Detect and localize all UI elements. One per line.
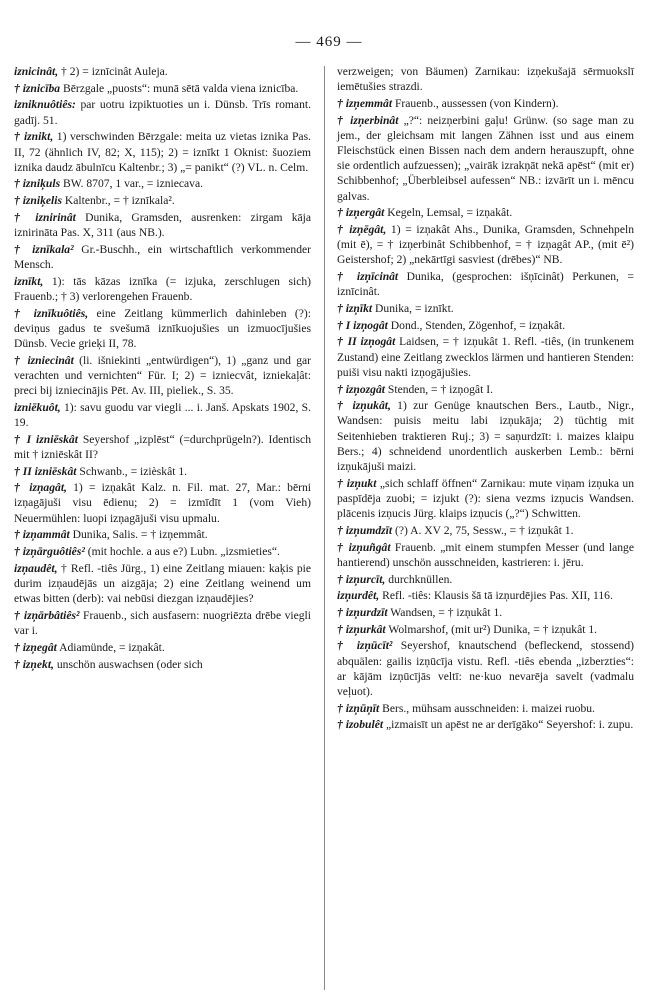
dictionary-entry: [337, 96, 634, 111]
dictionary-entry: [14, 176, 311, 191]
entry-headword: † izņergât: [337, 206, 385, 220]
entry-headword: † izņuñgât: [337, 540, 391, 554]
dictionary-entry: [337, 638, 634, 699]
entry-text: „izmaisīt un apēst ne ar derīgāko“ Seyershof: i. zupu.: [383, 718, 634, 732]
dictionary-entry: [14, 561, 311, 607]
entry-text: (li. išniekinti „entwürdigen“), 1) „ganz und gar verachten und vernichten“ Für. I; 2) = izniecvât, izniekaļât: preci bij izniecinājis Pēt. Av. III, pieliek., S. 35.: [14, 353, 312, 398]
entry-text: Frauenb., aussessen (von Kindern).: [392, 96, 559, 110]
entry-text: Seyershof „izplēst“ (=durchprügeln?). Identisch mit † izniēskât II?: [14, 432, 311, 461]
dictionary-entry: [337, 717, 634, 732]
dictionary-entry: [337, 701, 634, 716]
entry-text: Stenden, = † izņogât I.: [385, 382, 493, 396]
dictionary-entry: [14, 193, 311, 208]
entry-headword: † izņurcīt,: [337, 572, 386, 586]
entry-headword: † izņozgât: [337, 382, 385, 396]
dictionary-entry: [14, 640, 311, 655]
page-number: — 469 —: [295, 34, 363, 50]
dictionary-entry: [14, 480, 311, 526]
entry-headword: † II izņogât: [337, 335, 396, 349]
entry-text: † 2) = iznīcinât Auleja.: [58, 65, 168, 78]
entry-text: „?“: neizņerbini gaļu! Grünw. (so sage man zu jem., der gleichsam mit langen Zähnen isst und aus einem Fleischstück einen Bissen nach dem andern herauszupft, ohne sie ordentlich aufzuessen); „vairāk izrakņāt nekā apēst“ (mit er) Schibbenhof; „Überbleibsel aufessen“ NB.: izvārīt un i. mēncu galvas.: [337, 113, 634, 203]
entry-headword: † iznīkuôtiês,: [14, 306, 89, 320]
entry-text: Dunika, Salis. = † izņemmât.: [69, 528, 208, 542]
entry-text: Wolmarshof, (mit ur²) Dunika, = † izņukât 1.: [385, 622, 598, 636]
entry-headword: † I izniēskât: [14, 432, 78, 446]
entry-headword: † iznikt,: [14, 130, 54, 144]
dictionary-entry: [337, 64, 634, 94]
entry-text: 1) zur Genüge knautschen Bers., Lautb., Nigr., Wandsen: puisis meitu labi izņukāja; 2) tüchtig mit Seitenhieben traktieren Ruj.; 3) = saņurdzīt: i. maizes klaipu Bers.; 4) schneidend unordentlich auskerben Lemb.: bērni izņukājuši maizi.: [337, 399, 634, 474]
entry-headword: izniknuôtiês:: [14, 98, 76, 112]
entry-text: Wandsen, = † izņukât 1.: [387, 605, 503, 619]
dictionary-entry: [337, 269, 634, 299]
entry-text: Dunika, = iznīkt.: [372, 302, 454, 316]
dictionary-entry: [337, 572, 634, 587]
entry-headword: † izņēgât,: [337, 223, 387, 237]
entry-headword: † izniķelis: [14, 194, 62, 208]
entry-headword: † izņūņīt: [337, 701, 380, 715]
entry-headword: † izobulêt: [337, 718, 384, 732]
entry-headword: † izņekt,: [14, 657, 54, 671]
entry-headword: † iznicība: [14, 81, 61, 95]
left-column: [14, 64, 311, 673]
entry-headword: izniēkuôt,: [14, 400, 61, 414]
entry-headword: † izņammât: [14, 528, 70, 542]
dictionary-entry: [14, 129, 311, 175]
entry-headword: † izņukât,: [337, 399, 391, 413]
dictionary-entry: [14, 544, 311, 559]
entry-headword: iznicinât,: [14, 65, 59, 78]
entry-headword: † izņūcīt²: [337, 639, 393, 653]
dictionary-entry: [337, 301, 634, 316]
entry-headword: † izņemmât: [337, 96, 393, 110]
entry-headword: † izņumdzīt: [337, 523, 393, 537]
entry-text: 1) = izņakât Kalz. n. Fil. mat. 27, Mar.: bērni izņagājuši visu ēdienu; 2) = izmīdīt 1 (vom Vieh) Neuermühlen: luopi izņagājuši visu upmalu.: [14, 481, 311, 525]
entry-text: Frauenb., sich ausfasern: nuogriēzta drēbe viegli var i.: [14, 608, 311, 638]
entry-headword: † izņagât,: [14, 481, 67, 495]
entry-headword: † izņurkât: [337, 622, 386, 636]
entry-text: Dond., Stenden, Zögenhof, = izņakât.: [387, 318, 566, 332]
entry-text: Schwanb., = izièskât 1.: [76, 464, 188, 478]
entry-text: Dunika, Gramsden, ausrenken: zirgam kāja iznirināta Pas. X, 311 (aus NB.).: [14, 210, 311, 240]
dictionary-entry: [14, 210, 311, 240]
entry-text: Refl. -tiês: Klausis šā tā izņurdējies Pas. XII, 116.: [379, 589, 613, 603]
entry-headword: † izniķuls: [14, 177, 61, 191]
entry-headword: † izņīcinât: [337, 270, 399, 284]
entry-headword: iznīkt,: [14, 274, 44, 288]
right-column: [337, 64, 634, 734]
entry-text: eine Zeitlang kümmerlich dahinleben (?): deviņus gadus te svešumā iznīkuojušies un izmuocījušies Dünsb. Vecie grieķi II, 78.: [14, 306, 311, 350]
dictionary-entry: [337, 540, 634, 570]
dictionary-entry: [14, 274, 311, 304]
entry-text: 1) verschwinden Bērzgale: meita uz vietas iznika Pas. II, 72 (ähnlich IV, 82; X, 115); 2) = iznīkt 1 Oknist: šuoziem iznika daudz ābulnīcu Kaltenbr.; 3) „= panikt“ (?) VL. n. Celm.: [14, 130, 311, 174]
entry-text: 1): savu guodu var viegli ... i. Janš. Apskats 1902, S. 19.: [14, 400, 311, 429]
dictionary-entry: [14, 464, 311, 479]
entry-headword: † izņegât: [14, 640, 57, 654]
dictionary-entry: [337, 382, 634, 397]
column-divider: [324, 66, 325, 990]
entry-text: Kaltenbr., = † iznīkala².: [62, 194, 175, 208]
entry-text: „sich schlaff öffnen“ Zarnikau: mute viņam izņuka un paspīdēja zuobi; = izjukt (?): siena vezms izņucis Wandsen. plācenis izņucis Jürg. klaips izņucis („?“) Schwitten.: [337, 476, 634, 521]
entry-headword: † iznirinât: [14, 210, 76, 224]
dictionary-entry: [14, 306, 311, 352]
entry-text: BW. 8707, 1 var., = izniecava.: [60, 177, 204, 191]
dictionary-entry: [337, 113, 634, 204]
dictionary-entry: [337, 622, 634, 637]
entry-headword: † II izniēskât: [14, 464, 77, 478]
entry-headword: izņurdêt,: [337, 589, 380, 603]
entry-text: unschön auswachsen (oder sich: [53, 657, 203, 671]
dictionary-entry: [14, 353, 311, 399]
entry-text: (mit hochle. a aus e?) Lubn. „izsmieties“.: [84, 545, 280, 559]
dictionary-entry: [337, 398, 634, 474]
entry-headword: † izniecinât: [14, 353, 74, 367]
entry-text: 1): tās kāzas iznīka (= izjuka, zerschlugen sich) Frauenb.; † 3) verlorengehen Frauenb.: [14, 274, 311, 303]
dictionary-entry: [337, 222, 634, 268]
entry-text: Frauenb. „mit einem stumpfen Messer (und lange hantierend) unschön ausschneiden, kastrieren: i. jēru.: [337, 540, 634, 569]
dictionary-entry: [14, 608, 311, 638]
entry-text: (?) A. XV 2, 75, Sessw., = † izņukât 1.: [392, 523, 574, 537]
entry-headword: † izņīkt: [337, 302, 373, 316]
dictionary-entry: [14, 97, 311, 127]
entry-headword: † izņukt: [337, 476, 377, 490]
entry-text: Seyershof, knautschend (befleckend, stossend) abquälen: gailis izņūcīja vistu. Refl. -tiês ebenda „izberzties“: ar kājām izņūcījās veltī: ne·kuo nevarēja savelt (vadmalu veļuot).: [337, 639, 635, 698]
dictionary-entry: [14, 657, 311, 672]
dictionary-entry: [337, 523, 634, 538]
entry-text: † Refl. -tiês Jürg., 1) eine Zeitlang miauen: kaķis pie durim izņaudējās un aizgāja; 2) eine Zeitlang weinend um etwas bitten (derb): vai nebūsi diezgan izņaudējies?: [14, 561, 311, 606]
entry-text: Bērzgale „puosts“: munā sētā valda viena iznicība.: [60, 81, 299, 95]
dictionary-entry: [14, 64, 311, 79]
dictionary-entry: [14, 432, 311, 462]
entry-headword: † iznīkala²: [14, 242, 74, 256]
entry-text: Kegeln, Lemsal, = izņakât.: [384, 206, 513, 220]
entry-headword: izņaudêt,: [14, 561, 58, 575]
entry-text: Laidsen, = † izņukât 1. Refl. -tiês, (in trunkenem Zustand) eine Zeitlang zwecklos lärmen und hantieren Stenden: puiši visu nakti izņogājušies.: [337, 335, 634, 379]
entry-headword: † izņārbâtiês²: [14, 608, 80, 622]
entry-text: 1) = izņakât Ahs., Dunika, Gramsden, Schnehpeln (mit ē), = † izņerbinât Schibbenhof, = † izņagât AP., (mit ē²) Geistershof; 2) „nekārtīgi sasviest (drēbes)“ NB.: [337, 223, 634, 267]
entry-headword: † I izņogât: [337, 318, 388, 332]
dictionary-entry: [337, 205, 634, 220]
dictionary-entry: [337, 334, 634, 380]
entry-text: durchknüllen.: [385, 572, 453, 586]
entry-headword: † izņerbinât: [337, 113, 399, 127]
entry-text: Adiamünde, = izņakât.: [56, 640, 165, 654]
entry-headword: † izņārguôtiês²: [14, 545, 85, 559]
entry-text: Dunika, (gesprochen: išņīcinât) Perkunen, = iznīcinât.: [337, 270, 635, 299]
dictionary-entry: [14, 242, 311, 272]
dictionary-entry: [337, 476, 634, 522]
entry-text: verzweigen; von Bäumen) Zarnikau: izņekušajā sērmuokslī iemētušies strazdi.: [337, 65, 634, 94]
dictionary-entry: [337, 318, 634, 333]
entry-text: Bers., mühsam ausschneiden: i. maizei ruobu.: [379, 701, 595, 715]
dictionary-entry: [337, 588, 634, 603]
entry-headword: † izņurdzīt: [337, 605, 388, 619]
entry-text: par uotru izpiktuoties un i. Dünsb. Trīs romant. gadīj. 51.: [14, 98, 311, 127]
dictionary-entry: [337, 605, 634, 620]
dictionary-entry: [14, 527, 311, 542]
entry-text: Gr.-Buschh., ein wirtschaftlich verkommender Mensch.: [14, 242, 311, 271]
dictionary-entry: [14, 400, 311, 430]
dictionary-entry: [14, 81, 311, 96]
